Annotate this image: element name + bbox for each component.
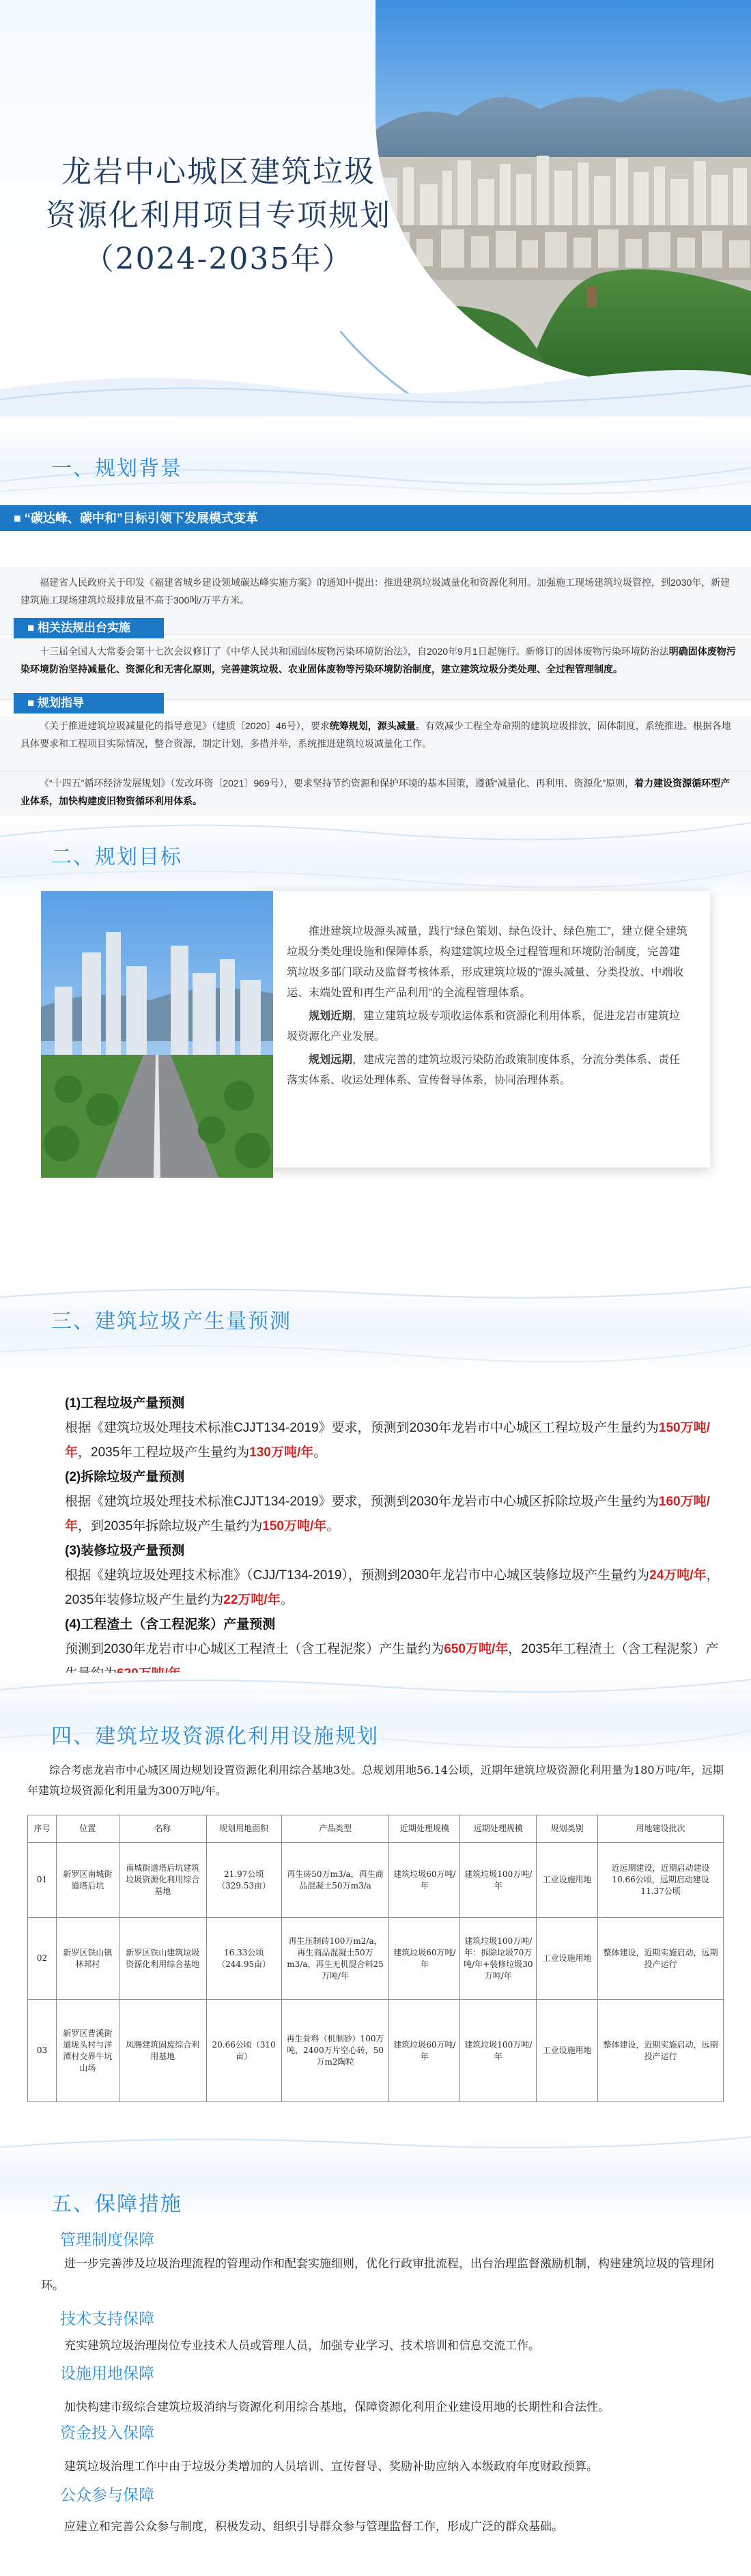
table-cell: 建筑垃圾60万吨/年	[389, 1843, 460, 1918]
table-cell: 01	[28, 1843, 57, 1918]
section1-box3	[0, 717, 751, 772]
table-cell: 整体建设，近期实施启动，远期投产运行	[598, 1918, 724, 2000]
hero-wave-decoration	[0, 362, 751, 416]
table-cell: 21.97公顷（329.53亩）	[206, 1843, 281, 1918]
measure-public-text: 应建立和完善公众参与制度，积极发动、组织引导群众参与管理监督工作，形成广泛的群众基础。	[64, 2520, 563, 2534]
forecast-muck-heading: (4)工程渣土（含工程泥浆）产量预测	[65, 1617, 276, 1632]
section1-title: 一、规划背景	[51, 457, 182, 481]
goal-city-photo	[41, 891, 273, 1178]
section1-para2: 十三届全国人大常委会第十七次会议修订了《中华人民共和国固体废物污染环境防治法》，自2020年9月1日起施行。新修订的固体废物污染环境防治法明确固体废物污染环境防治坚持减量化、资源化和无害化原则，完善建筑垃圾、农业固体废物等污染环境防治制度，建立建筑垃圾分类处理、全过程管理制度。	[20, 646, 736, 675]
col-header: 远期处理规模	[460, 1815, 537, 1843]
table-cell: 新罗区铁山镇林邦村	[56, 1918, 119, 2000]
table-cell: 16.33公顷（244.95亩）	[206, 1918, 281, 2000]
table-cell: 南城街道塔后坑建筑垃圾资源化利用综合基地	[119, 1843, 206, 1918]
section1-box2	[0, 638, 751, 700]
forecast-engineering-heading: (1)工程垃圾产量预测	[65, 1396, 185, 1411]
measure-funding-heading: 资金投入保障	[60, 2424, 154, 2442]
goal-long-term: 规划远期，建成完善的建筑垃圾污染防治政策制度体系，分流分类体系、责任落实体系、收运处理体系、宣传督导体系，协同治理体系。	[287, 1054, 681, 1086]
table-cell: 再生压制砖100万m2/a，再生商品混凝土50万m3/a，再生无机混合料25万吨/年	[281, 1918, 389, 2000]
table-cell: 工业设施用地	[537, 2000, 598, 2102]
section5-header	[0, 2134, 751, 2222]
table-cell: 新罗区曹溪街道垅头村与洋潭村交界牛坑山场	[56, 2000, 119, 2102]
hero-title-line2: 资源化利用项目专项规划	[46, 198, 391, 233]
measure-funding-text: 建筑垃圾治理工作中由于垃圾分类增加的人员培训、宣传督导、奖励补助应纳入本级政府年度财政预算。	[64, 2460, 598, 2474]
table-cell: 工业设施用地	[537, 1918, 598, 2000]
table-cell: 建筑垃圾100万吨/年	[460, 2000, 537, 2102]
section4-title: 四、建筑垃圾资源化利用设施规划	[51, 1725, 379, 1749]
col-header: 用地建设批次	[598, 1815, 724, 1843]
forecast-decoration-text: 根据《建筑垃圾处理技术标准》（CJJ/T134-2019），预测到2030年龙岩市中心城区装修垃圾产生量约为24万吨/年，2035年装修垃圾产生量约为22万吨/年。	[65, 1568, 720, 1607]
table-cell: 03	[28, 2000, 57, 2102]
table-cell: 凤腾建筑固废综合利用基地	[119, 2000, 206, 2102]
facility-table	[27, 1815, 724, 2102]
hero-title-line1: 龙岩中心城区建筑垃圾	[61, 154, 376, 189]
table-cell: 建筑垃圾100万吨/年：拆除垃圾70万吨/年+装修垃圾30万吨/年	[460, 1918, 537, 2000]
col-header: 名称	[119, 1815, 206, 1843]
section3-title: 三、建筑垃圾产生量预测	[51, 1310, 292, 1333]
table-cell: 整体建设，近期实施启动，远期投产运行	[598, 2000, 724, 2102]
col-header: 近期处理规模	[389, 1815, 460, 1843]
table-cell: 近远期建设，近期启动建设10.66公顷，远期启动建设11.37公顷	[598, 1843, 724, 1918]
goal-near-term: 规划近期，建立建筑垃圾专项收运体系和资源化利用体系，促进龙岩市建筑垃圾资源化产业发展。	[287, 1010, 681, 1043]
section1-header	[0, 420, 751, 509]
section1-para1: 福建省人民政府关于印发《福建省城乡建设领域碳达峰实施方案》的通知中提出：推进建筑垃圾减量化和资源化利用。加强施工现场建筑垃圾管控，到2030年，新建建筑施工现场建筑垃圾排放量不高于300吨/万平方米。	[20, 577, 731, 606]
table-cell: 建筑垃圾60万吨/年	[389, 1918, 460, 2000]
col-header: 产品类型	[281, 1815, 389, 1843]
section1-subhead-guidance: ■ 规划指导	[14, 693, 164, 713]
col-header: 位置	[56, 1815, 119, 1843]
goal-para1: 推进建筑垃圾源头减量，践行“绿色策划、绿色设计、绿色施工”，建立健全建筑垃圾分类处理设施和保障体系，构建建筑垃圾全过程管理和环境防治制度，完善建筑垃圾多部门联动及监督考核体系，形成建筑垃圾的“源头减量、分类投放、中端收运、末端处置和再生产品利用”的全流程管理体系。	[287, 926, 688, 999]
table-cell: 建筑垃圾100万吨/年	[460, 1843, 537, 1918]
measure-management-heading: 管理制度保障	[60, 2231, 154, 2249]
measure-technical-heading: 技术支持保障	[60, 2310, 154, 2328]
table-cell: 02	[28, 1918, 57, 2000]
section1-subhead-regulations: ■ 相关法规出台实施	[14, 618, 164, 638]
facility-table-header	[28, 1815, 724, 1843]
col-header: 规划类别	[537, 1815, 598, 1843]
measure-public-heading: 公众参与保障	[60, 2487, 154, 2504]
measure-management-text: 进一步完善涉及垃圾治理流程的管理动作和配套实施细则，优化行政审批流程，出台治理监督激励机制，构建建筑垃圾的管理闭环。	[41, 2257, 714, 2293]
forecast-demolition-heading: (2)拆除垃圾产量预测	[65, 1470, 185, 1484]
table-row	[28, 1843, 724, 1918]
forecast-demolition-text: 根据《建筑垃圾处理技术标准CJJT134-2019》要求，预测到2030年龙岩市中心城区拆除垃圾产生量约为160万吨/年，到2035年拆除垃圾产生量约为150万吨/年。	[65, 1495, 710, 1533]
forecast-engineering-text: 根据《建筑垃圾处理技术标准CJJT134-2019》要求，预测到2030年龙岩市中心城区工程垃圾产生量约为150万吨/年，2035年工程垃圾产生量约为130万吨/年。	[65, 1421, 710, 1460]
section4-header	[0, 1673, 751, 1761]
section1-para3: 《关于推进建筑垃圾减量化的指导意见》（建质〔2020〕46号），要求统筹规划，源头减量。有效减少工程全寿命期的建筑垃圾排放，固体制度，系统推进。根据各地具体要求和工程项目实际情况，整合资源，制定计划，多措并举，系统推进建筑垃圾减量化工作。	[20, 720, 731, 749]
hero-title-line3: （2024-2035年）	[83, 242, 354, 277]
hero-title	[27, 150, 410, 281]
table-cell: 建筑垃圾60万吨/年	[389, 2000, 460, 2102]
table-row	[28, 2000, 724, 2102]
measure-land-heading: 设施用地保障	[60, 2365, 154, 2383]
section1-para4: 《“十四五”循环经济发展规划》（发改环资〔2021〕969号），要求坚持节约资源和保护环境的基本国策，遵循“减量化、再利用、资源化”原则，着力建设资源循环型产业体系，加快构建废旧物资循环利用体系。	[20, 778, 731, 806]
table-cell: 工业设施用地	[537, 1843, 598, 1918]
table-cell: 20.66公顷（310亩）	[206, 2000, 281, 2102]
hero-banner	[0, 0, 751, 416]
table-cell: 再生砖50万m3/a，再生商品混凝土50万m3/a	[281, 1843, 389, 1918]
forecast-muck-text: 预测到2030年龙岩市中心城区工程渣土（含工程泥浆）产生量约为650万吨/年，2035年工程渣土（含工程泥浆）产	[65, 1642, 719, 1656]
measure-technical-text: 充实建筑垃圾治理岗位专业技术人员或管理人员，加强专业学习、技术培训和信息交流工作。	[64, 2339, 540, 2353]
section2-title: 二、规划目标	[51, 845, 182, 869]
forecast-decoration-heading: (3)装修垃圾产量预测	[65, 1544, 185, 1558]
table-cell: 再生骨料（机制砂）100万吨，2400万片空心砖，50万m2陶粒	[281, 2000, 389, 2102]
section1-banner: ■ “碳达峰、碳中和”目标引领下发展模式变革	[0, 505, 751, 531]
section5-title: 五、保障措施	[51, 2192, 182, 2216]
goal-text	[287, 922, 690, 1091]
col-header: 规划用地面积	[206, 1815, 281, 1843]
measure-land-text: 加快构建市级综合建筑垃圾消纳与资源化利用综合基地，保障资源化利用企业建设用地的长期性和合法性。	[64, 2401, 610, 2414]
facility-intro: 综合考虑龙岩市中心城区周边规划设置资源化利用综合基地3处。总规划用地56.14公顷，近期年建筑垃圾资源化利用量为180万吨/年，远期年建筑垃圾资源化利用量为300万吨/年。	[27, 1764, 724, 1797]
section1-box4	[0, 772, 751, 823]
section3-header	[0, 1284, 751, 1372]
table-cell: 新罗区铁山建筑垃圾资源化利用综合基地	[119, 1918, 206, 2000]
table-row	[28, 1918, 724, 2000]
forecast-list	[65, 1391, 720, 1686]
col-header: 序号	[28, 1815, 57, 1843]
table-cell: 新罗区南城街道塔后坑	[56, 1843, 119, 1918]
